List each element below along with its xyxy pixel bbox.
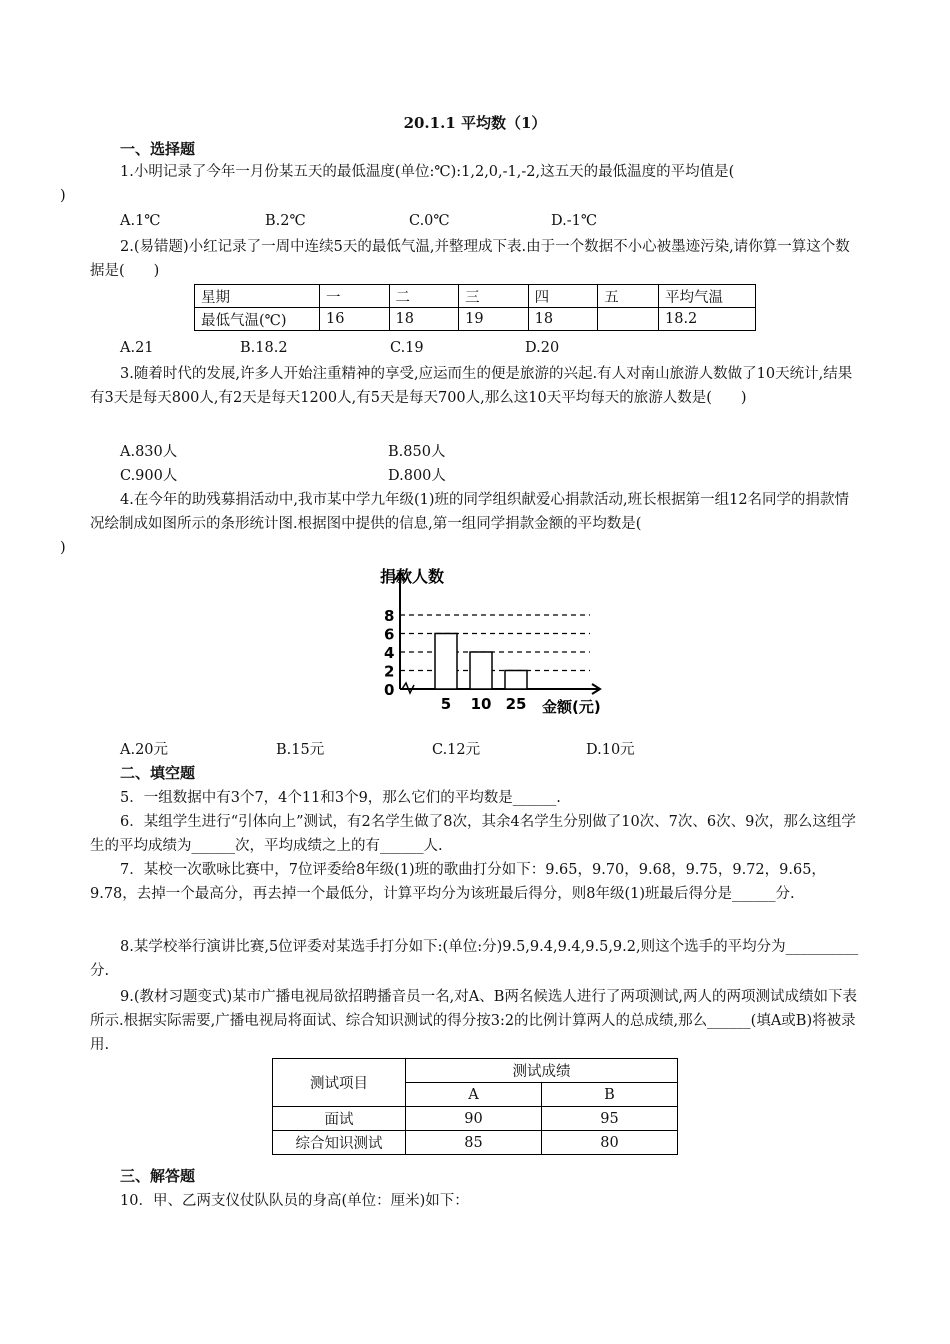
chart-xlabel: 金额(元)	[542, 698, 601, 716]
q1-option-d: D.-1℃	[551, 213, 598, 229]
table-cell: 一	[320, 285, 390, 308]
question-10: 10．甲、乙两支仪仗队队员的身高(单位：厘米)如下：	[120, 1193, 469, 1209]
chart-x-tick-label: 10	[470, 695, 492, 713]
chart-bar	[470, 652, 492, 689]
chart-y-tick-label: 2	[384, 662, 395, 681]
section-heading-fill: 二、填空题	[120, 764, 196, 782]
temperature-table	[194, 284, 756, 331]
page-title: 20.1.1 平均数（1）	[403, 114, 547, 132]
table-cell: 二	[389, 285, 459, 308]
table-row	[273, 1059, 678, 1083]
table-cell: 测试项目	[273, 1059, 406, 1107]
q3-option-d: D.800人	[388, 468, 446, 484]
question-1-text: 1.小明记录了今年一月份某五天的最低温度(单位:℃):1,2,0,-1,-2,这五天的最低温度的平均值是(	[120, 164, 735, 180]
q2-option-d: D.20	[525, 340, 560, 356]
q3-option-b: B.850人	[388, 444, 446, 460]
table-cell: 平均气温	[659, 285, 756, 308]
test-score-table	[272, 1058, 678, 1155]
table-row	[195, 308, 756, 331]
question-6: 6．某组学生进行“引体向上”测试，有2名学生做了8次，其余4名学生分别做了10次、7次、6次、9次，那么这组学生的平均成绩为______次，平均成绩之上的有______人.	[90, 814, 856, 854]
table-cell: 测试成绩	[406, 1059, 678, 1083]
table-row	[195, 285, 756, 308]
chart-y-tick-label: 0	[384, 681, 395, 699]
question-2: 2.(易错题)小红记录了一周中连续5天的最低气温,并整理成下表.由于一个数据不小心被墨迹污染,请你算一算这个数据是( )	[90, 239, 850, 279]
table-cell: 85	[406, 1131, 542, 1155]
chart-y-tick-label: 6	[384, 625, 395, 644]
question-7: 7．某校一次歌咏比赛中，7位评委给8年级(1)班的歌曲打分如下：9.65，9.70，9.68，9.75，9.72，9.65，9.78，去掉一个最高分，再去掉一个最低分，计算平均分为该班最后得分，则8年级(1)班最后得分是______分.	[90, 862, 826, 902]
q1-option-a: A.1℃	[120, 213, 161, 229]
table-cell: 18	[528, 308, 598, 331]
section-heading-choice: 一、选择题	[120, 140, 196, 158]
table-cell: 18.2	[659, 308, 756, 331]
table-cell: 80	[542, 1131, 678, 1155]
table-cell: 综合知识测试	[273, 1131, 406, 1155]
chart-ylabel: 捐款人数	[380, 567, 445, 586]
chart-bar	[505, 671, 527, 690]
table-cell: 18	[389, 308, 459, 331]
chart-y-tick-label: 8	[384, 607, 395, 625]
q2-option-c: C.19	[390, 340, 424, 356]
table-cell: 三	[459, 285, 529, 308]
table-cell: 四	[528, 285, 598, 308]
table-cell: 16	[320, 308, 390, 331]
question-9: 9.(教材习题变式)某市广播电视局欲招聘播音员一名,对A、B两名候选人进行了两项测试,两人的两项测试成绩如下表所示.根据实际需要,广播电视局将面试、综合知识测试的得分按3:2的比例计算两人的总成绩,那么______(填A或B)将被录用.	[90, 989, 857, 1053]
chart-bar	[435, 634, 457, 690]
table-cell: 19	[459, 308, 529, 331]
table-row	[273, 1107, 678, 1131]
q4-option-c: C.12元	[432, 742, 481, 758]
q1-option-c: C.0℃	[409, 213, 450, 229]
table-cell: 五	[598, 285, 659, 308]
chart-x-tick-label: 25	[505, 695, 527, 713]
q2-option-a: A.21	[120, 340, 154, 356]
question-4-tail: )	[60, 540, 66, 556]
table-cell: B	[542, 1083, 678, 1107]
donation-bar-chart	[360, 562, 640, 737]
section-heading-answer: 三、解答题	[120, 1167, 196, 1185]
q3-option-a: A.830人	[120, 444, 178, 460]
question-3: 3.随着时代的发展,许多人开始注重精神的享受,应运而生的便是旅游的兴起.有人对南山旅游人数做了10天统计,结果有3天是每天800人,有2天是每天1200人,有5天是每天700人,那么这10天平均每天的旅游人数是( )	[90, 366, 853, 406]
q3-option-c: C.900人	[120, 468, 178, 484]
question-5: 5．一组数据中有3个7，4个11和3个9，那么它们的平均数是______.	[120, 790, 561, 806]
table-cell: 面试	[273, 1107, 406, 1131]
question-4-text: 4.在今年的助残募捐活动中,我市某中学九年级(1)班的同学组织献爱心捐款活动,班长根据第一组12名同学的捐款情况绘制成如图所示的条形统计图.根据图中提供的信息,第一组同学捐款金额的平均数是(	[90, 492, 850, 532]
q2-option-b: B.18.2	[240, 340, 288, 356]
q4-option-d: D.10元	[586, 742, 635, 758]
table-cell: 90	[406, 1107, 542, 1131]
chart-x-tick-label: 5	[440, 695, 452, 713]
table-row	[273, 1131, 678, 1155]
chart-y-tick-label: 4	[384, 644, 395, 662]
table-cell: A	[406, 1083, 542, 1107]
question-1	[60, 160, 860, 208]
table-cell: 95	[542, 1107, 678, 1131]
q1-option-b: B.2℃	[265, 213, 306, 229]
table-cell: 最低气温(℃)	[195, 308, 320, 331]
question-1-tail: )	[60, 188, 66, 204]
ink-stained-cell	[598, 308, 659, 331]
question-4	[60, 488, 860, 560]
q4-option-a: A.20元	[120, 742, 169, 758]
q4-option-b: B.15元	[276, 742, 325, 758]
table-cell: 星期	[195, 285, 320, 308]
question-8: 8.某学校举行演讲比赛,5位评委对某选手打分如下:(单位:分)9.5,9.4,9.4,9.5,9.2,则这个选手的平均分为__________分.	[90, 939, 859, 979]
